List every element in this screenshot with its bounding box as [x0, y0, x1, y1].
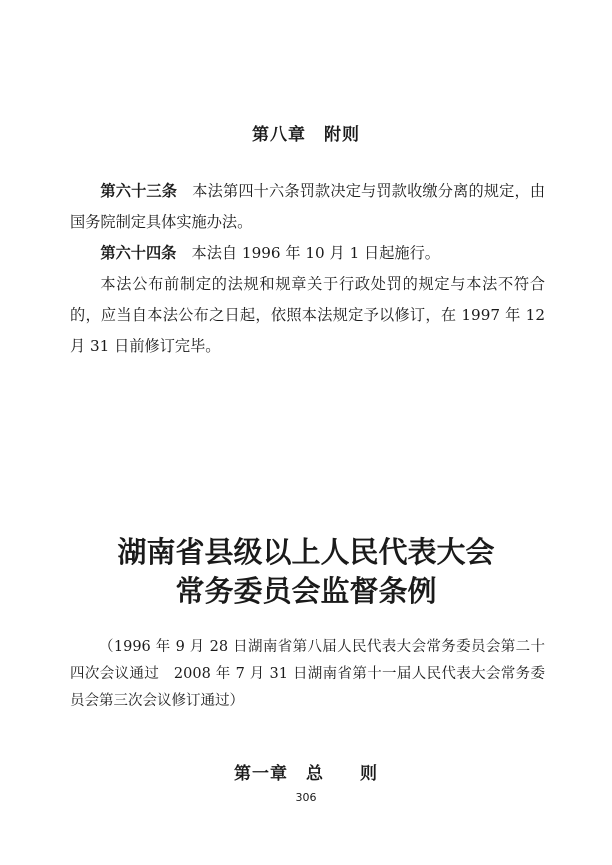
- page-number: 306: [295, 791, 317, 804]
- article-64-text: 本法自 1996 年 10 月 1 日起施行。: [191, 244, 440, 262]
- chapter-eight-heading: 第八章 附则: [252, 125, 360, 145]
- chapter-one-heading: 第一章 总 则: [234, 764, 378, 784]
- adoption-note: （1996 年 9 月 28 日湖南省第八届人民代表大会常务委员会第二十四次会议通过 2008 年 7 月 31 日湖南省第十一届人民代表大会常务委员会第三次会议修订通过）: [70, 639, 545, 709]
- article-64: [70, 238, 545, 269]
- article-63-text: 本法第四十六条罚款决定与罚款收缴分离的规定，由国务院制定具体实施办法。: [70, 182, 546, 231]
- document-title-line-1: 湖南省县级以上人民代表大会: [117, 535, 495, 569]
- article-64-paragraph: 本法公布前制定的法规和规章关于行政处罚的规定与本法不符合的，应当自本法公布之日起，依照本法规定予以修订，在 1997 年 12 月 31 日前修订完毕。: [70, 275, 545, 355]
- article-64-label: 第六十四条: [100, 244, 177, 262]
- document-title-line-2: 常务委员会监督条例: [175, 574, 437, 608]
- article-63-label: 第六十三条: [100, 182, 178, 200]
- article-63: [70, 176, 545, 238]
